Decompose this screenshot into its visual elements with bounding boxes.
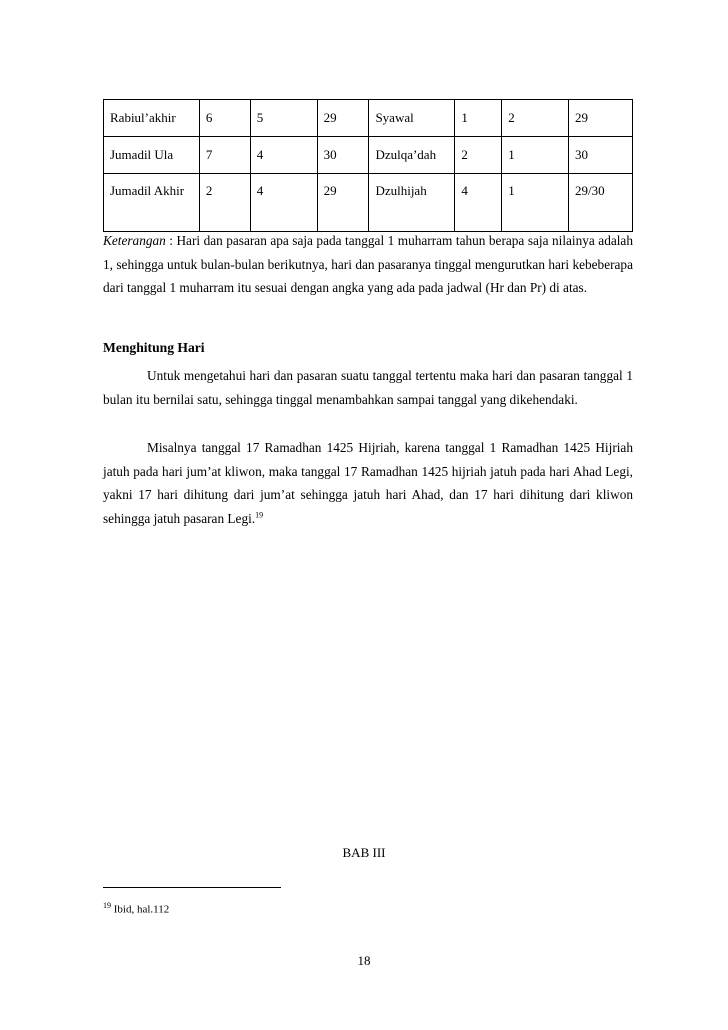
footnote-marker: 19 [103,901,111,910]
table-cell: 29 [317,174,369,232]
table-cell: Dzulhijah [369,174,455,232]
table-row [104,100,633,137]
table-cell: 29 [317,100,369,137]
paragraph-2 [103,436,633,530]
table-cell: Jumadil Akhir [104,174,200,232]
table-cell: Rabiul’akhir [104,100,200,137]
table-row [104,137,633,174]
table-cell: 1 [502,174,569,232]
page-number: 18 [357,953,371,968]
footnote [103,901,169,916]
table-cell: 1 [502,137,569,174]
calendar-table [103,99,633,232]
paragraph-1 [103,364,633,411]
table-cell: 29/30 [569,174,633,232]
table-cell: Jumadil Ula [104,137,200,174]
footnote-reference: 19 [255,510,264,520]
table-cell: 4 [250,174,317,232]
chapter-heading: BAB III [342,845,386,860]
table-cell: 2 [199,174,250,232]
table-cell: 6 [199,100,250,137]
paragraph-2-text: Misalnya tanggal 17 Ramadhan 1425 Hijriah, karena tanggal 1 Ramadhan 1425 Hijriah jatuh pada hari jum’at kliwon, maka tanggal 17 Ramadhan 1425 hijriah jatuh pada hari Ahad Legi, yakni 17 hari dihitung dari jum’at sehingga jatuh hari Ahad, dan 17 hari dihitung dari kliwon sehingga jatuh pasaran Legi. [103,440,633,526]
keterangan-paragraph [103,229,633,300]
section-heading: Menghitung Hari [103,340,205,355]
footnote-divider [103,887,281,888]
footnote-text: Ibid, hal.112 [113,903,170,916]
table-cell: 30 [317,137,369,174]
keterangan-text: : Hari dan pasaran apa saja pada tanggal 1 muharram tahun berapa saja nilainya adalah 1, sehingga untuk bulan-bulan berikutnya, hari dan pasaranya tinggal mengurutkan hari kebeberapa dari tanggal 1 muharram itu sesuai dengan angka yang ada pada jadwal (Hr dan Pr) di atas. [103,233,633,295]
table-cell: 1 [455,100,502,137]
table-cell: 4 [250,137,317,174]
table-cell: 2 [455,137,502,174]
table-cell: 29 [569,100,633,137]
table-cell: 4 [455,174,502,232]
table-cell: Dzulqa’dah [369,137,455,174]
table-cell: Syawal [369,100,455,137]
table-cell: 30 [569,137,633,174]
table-row [104,174,633,232]
keterangan-label: Keterangan [103,233,166,248]
table-cell: 7 [199,137,250,174]
paragraph-1-text: Untuk mengetahui hari dan pasaran suatu tanggal tertentu maka hari dan pasaran tanggal 1 bulan itu bernilai satu, sehingga tinggal menambahkan sampai tanggal yang dikehendaki. [103,368,633,407]
table-cell: 2 [502,100,569,137]
table-cell: 5 [250,100,317,137]
